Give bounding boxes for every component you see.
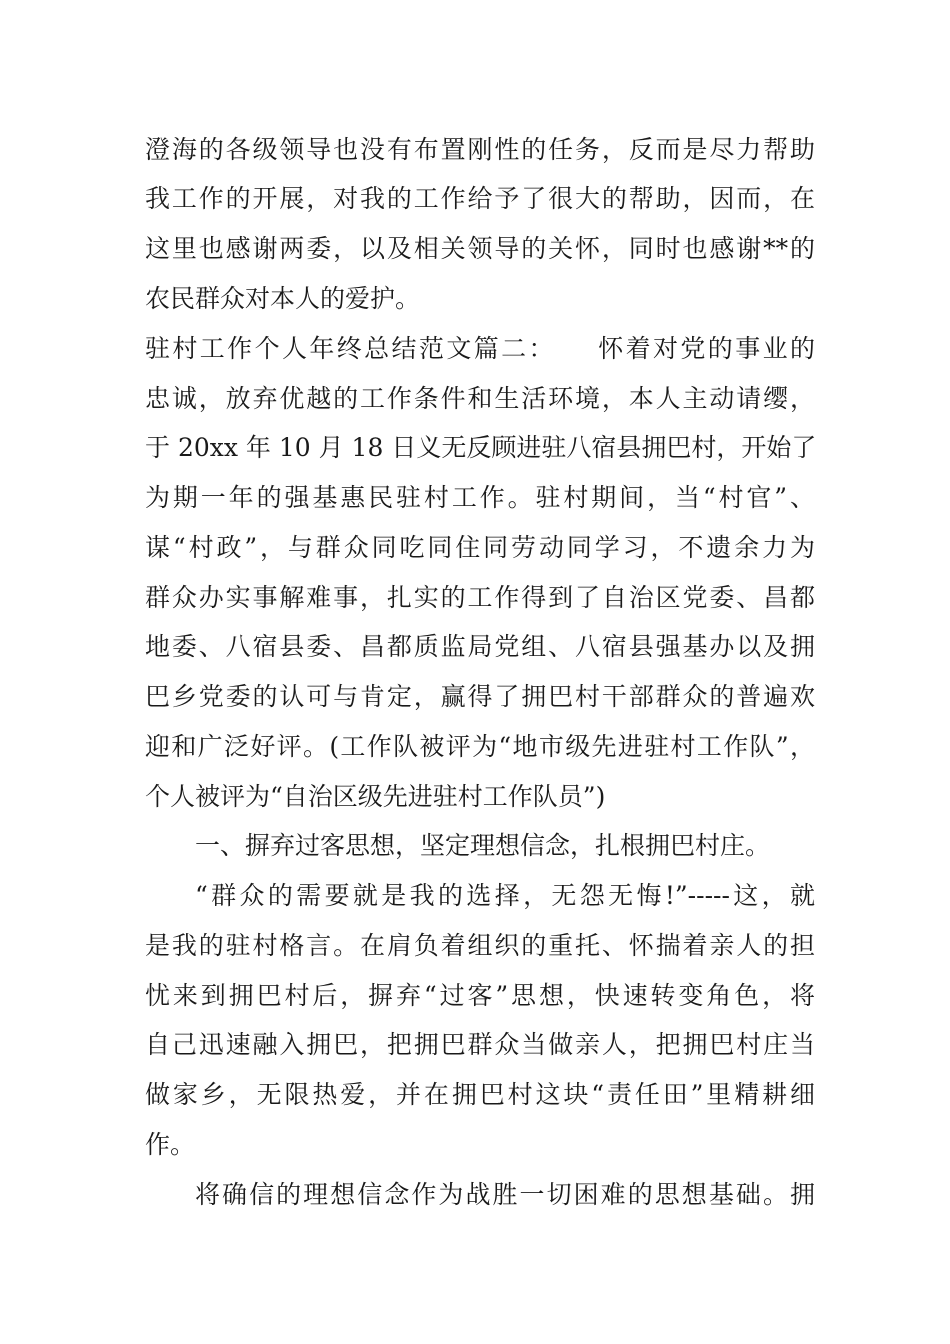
text-line: 地委、八宿县委、昌都质监局党组、八宿县强基办以及拥 [145,632,815,661]
text-line: 我工作的开展，对我的工作给予了很大的帮助，因而，在 [145,184,815,213]
text-line: 忧来到拥巴村后，摒弃“过客”思想，快速转变角色，将 [145,981,815,1010]
text-line: 将确信的理想信念作为战胜一切困难的思想基础。拥 [195,1180,815,1209]
section-heading-line: 驻村工作个人年终总结范文篇二： 怀着对党的事业的 [145,334,815,363]
text-line: 这里也感谢两委，以及相关领导的关怀，同时也感谢**的 [145,234,815,263]
text-line: 迎和广泛好评。(工作队被评为“地市级先进驻村工作队”， [145,732,815,761]
text-line: 巴乡党委的认可与肯定，赢得了拥巴村干部群众的普遍欢 [145,682,815,711]
text-line: 自己迅速融入拥巴，把拥巴群众当做亲人，把拥巴村庄当 [145,1030,815,1059]
text-line: 个人被评为“自治区级先进驻村工作队员”) [145,782,606,811]
text-line: 是我的驻村格言。在肩负着组织的重托、怀揣着亲人的担 [145,931,815,960]
text-line: 作。 [145,1130,196,1159]
text-line: 澄海的各级领导也没有布置刚性的任务，反而是尽力帮助 [145,135,815,164]
text-line: 群众办实事解难事，扎实的工作得到了自治区党委、昌都 [145,583,815,612]
text-line: “群众的需要就是我的选择，无怨无悔!”-----这，就 [195,881,815,910]
text-line: 谋“村政”，与群众同吃同住同劳动同学习，不遗余力为 [145,533,815,562]
text-line: 于 20xx 年 10 月 18 日义无反顾进驻八宿县拥巴村，开始了 [145,433,817,462]
subheading-line: 一、摒弃过客思想，坚定理想信念，扎根拥巴村庄。 [195,831,771,860]
text-line: 忠诚，放弃优越的工作条件和生活环境，本人主动请缨， [145,384,815,413]
text-line: 为期一年的强基惠民驻村工作。驻村期间，当“村官”、 [145,483,815,512]
text-line: 农民群众对本人的爱护。 [145,284,421,313]
text-line: 做家乡，无限热爱，并在拥巴村这块“责任田”里精耕细 [145,1080,815,1109]
